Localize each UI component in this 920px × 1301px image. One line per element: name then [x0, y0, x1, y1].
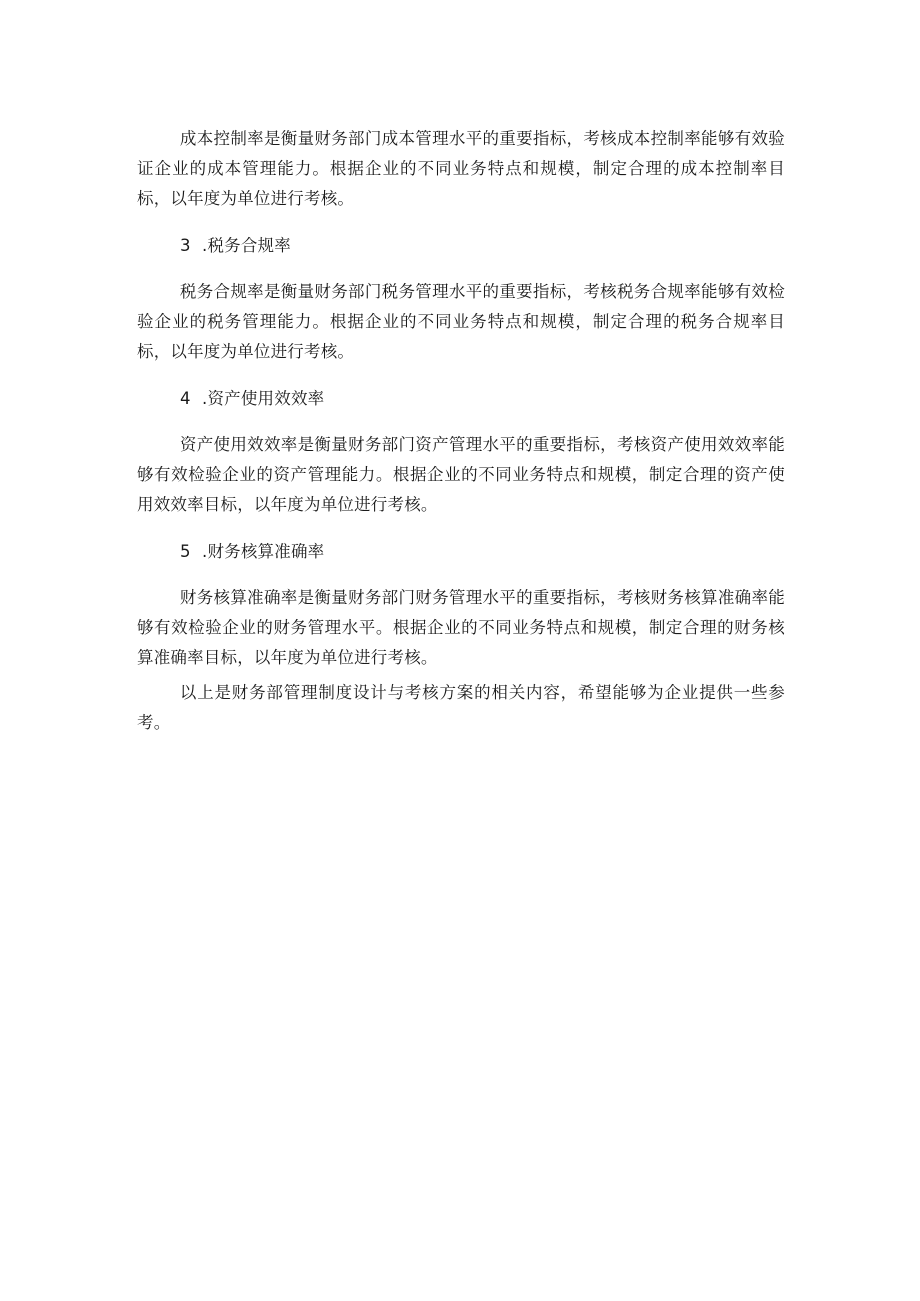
section-title: .税务合规率 [202, 236, 291, 255]
paragraph-conclusion: 以上是财务部管理制度设计与考核方案的相关内容，希望能够为企业提供一些参考。 [137, 683, 785, 732]
document-body [137, 124, 785, 738]
section-number: 5 [180, 542, 191, 561]
paragraph-tax-compliance: 税务合规率是衡量财务部门税务管理水平的重要指标，考核税务合规率能够有效检验企业的税务管理能力。根据企业的不同业务特点和规模，制定合理的税务合规率目标，以年度为单位进行考核。 [137, 282, 785, 361]
section-title: .财务核算准确率 [202, 542, 325, 561]
paragraph-cost-control: 成本控制率是衡量财务部门成本管理水平的重要指标，考核成本控制率能够有效验证企业的成本管理能力。根据企业的不同业务特点和规模，制定合理的成本控制率目标，以年度为单位进行考核。 [137, 129, 785, 208]
paragraph-accounting-accuracy: 财务核算准确率是衡量财务部门财务管理水平的重要指标，考核财务核算准确率能够有效检验企业的财务管理水平。根据企业的不同业务特点和规模，制定合理的财务核算准确率目标，以年度为单位进行考核。 [137, 588, 785, 667]
section-number: 4 [180, 389, 191, 408]
paragraph-asset-efficiency: 资产使用效效率是衡量财务部门资产管理水平的重要指标，考核资产使用效效率能够有效检验企业的资产管理能力。根据企业的不同业务特点和规模，制定合理的资产使用效效率目标，以年度为单位进行考核。 [137, 435, 785, 514]
section-title: .资产使用效效率 [202, 389, 325, 408]
section-number: 3 [180, 236, 191, 255]
section-heading-asset-efficiency [137, 384, 785, 414]
section-heading-accounting-accuracy [137, 537, 785, 567]
section-heading-tax-compliance [137, 231, 785, 261]
